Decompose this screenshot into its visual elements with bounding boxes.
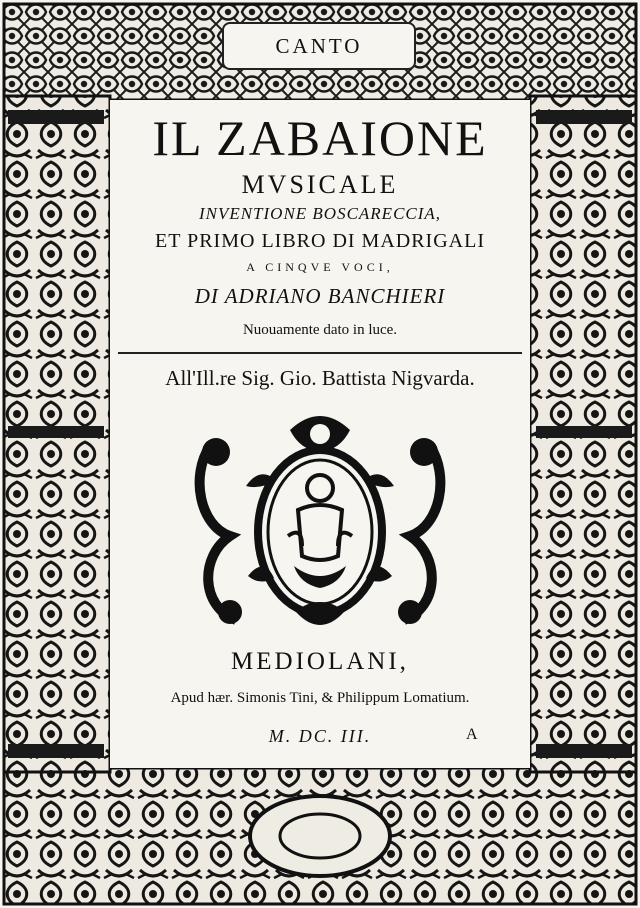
dedication-line: All'Ill.re Sig. Gio. Battista Nigvarda. [165, 366, 475, 390]
main-title: IL ZABAIONE [152, 110, 488, 166]
title-panel [110, 100, 530, 768]
book-line: ET PRIMO LIBRO DI MADRIGALI [155, 230, 485, 252]
imprint-printer: Apud hær. Simonis Tini, & Philippum Lomatium. [170, 690, 470, 706]
canto-label: CANTO [275, 33, 363, 58]
canto-plaque [222, 22, 416, 70]
imprint-year: M. DC. III. [268, 726, 372, 746]
edition-note: Nuouamente dato in luce. [242, 322, 398, 338]
voices-line: A CINQVE VOCI, [246, 260, 394, 274]
subtitle: MVSICALE [241, 170, 399, 199]
imprint-city: MEDIOLANI, [231, 648, 409, 675]
printers-device-icon [190, 406, 450, 638]
divider-rule [118, 352, 522, 354]
invention-line: INVENTIONE BOSCARECCIA, [198, 204, 442, 223]
signature-mark: A [466, 726, 478, 743]
author-line: DI ADRIANO BANCHIERI [194, 284, 446, 308]
